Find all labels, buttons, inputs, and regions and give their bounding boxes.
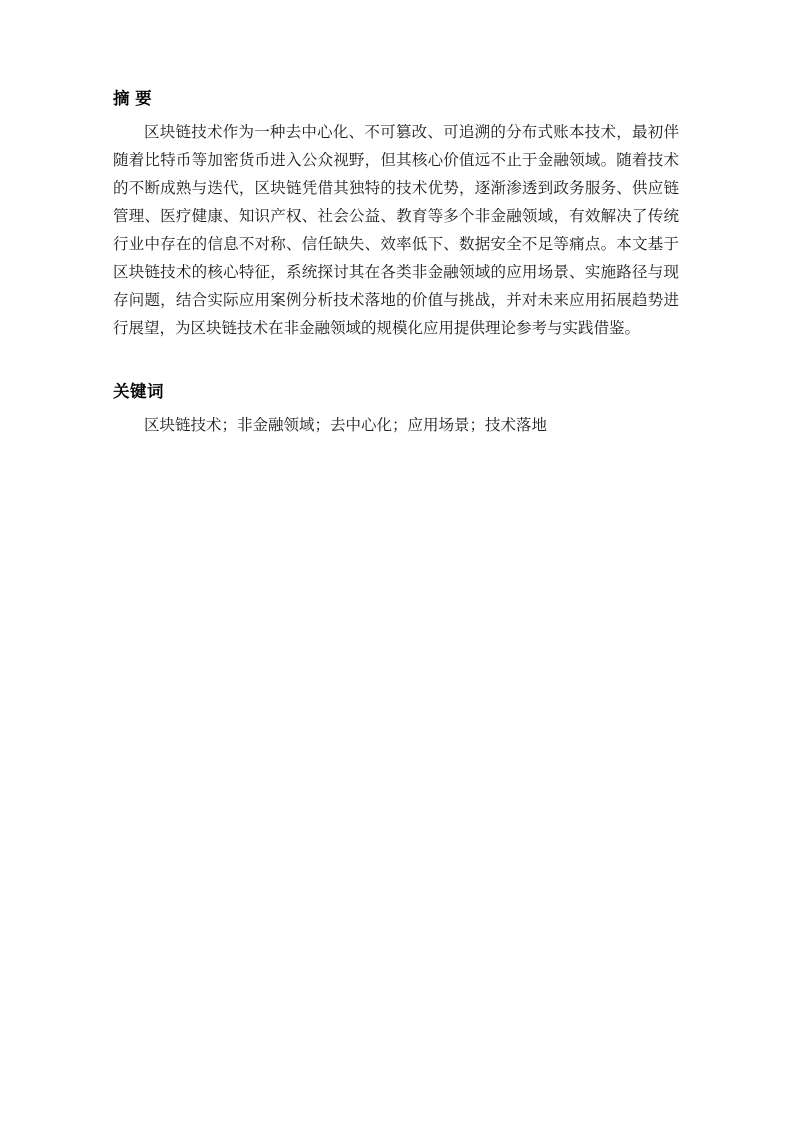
keywords-paragraph: 区块链技术；非金融领域；去中心化；应用场景；技术落地 bbox=[144, 417, 548, 435]
keywords-heading: 关键词 bbox=[113, 383, 164, 402]
abstract-heading: 摘 要 bbox=[113, 90, 153, 108]
abstract-paragraph: 区块链技术作为一种去中心化、不可篡改、可追溯的分布式账本技术，最初伴随着比特币等加密货币进入公众视野，但其核心价值远不止于金融领域。随着技术的不断成熟与迭代，区块链凭借其独特的技术优势，逐渐渗透到政务服务、供应链管理、医疗健康、知识产权、社会公益、教育等多个非金融领域，有效解决了传统行业中存在的信息不对称、信任缺失、效率低下、数据安全不足等痛点。本文基于区块链技术的核心特征，系统探讨其在各类非金融领域的应用场景、实施路径与现存问题，结合实际应用案例分析技术落地的价值与挑战，并对未来应用拓展趋势进行展望，为区块链技术在非金融领域的规模化应用提供理论参考与实践借鉴。 bbox=[113, 124, 679, 338]
document-content bbox=[113, 88, 679, 440]
